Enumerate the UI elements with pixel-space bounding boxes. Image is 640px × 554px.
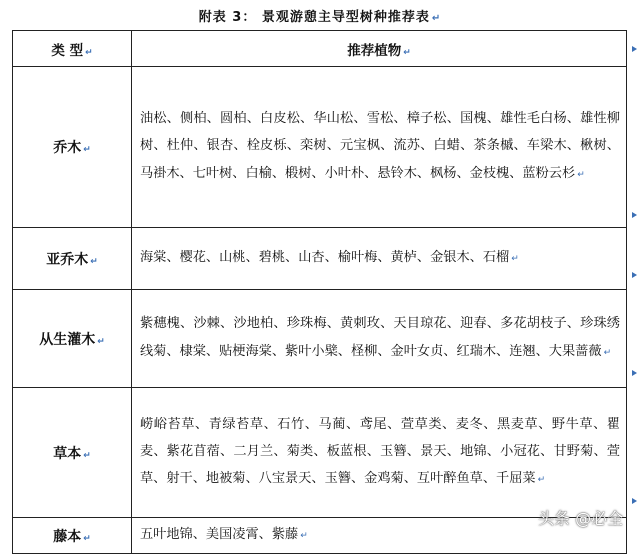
paragraph-mark-icon: ↵: [300, 531, 308, 541]
row-end-marker-icon: [632, 46, 637, 52]
plants-cell: [132, 290, 627, 388]
category-label: 草本: [53, 445, 82, 462]
plant-recommendation-table: [12, 30, 627, 554]
table-row: [13, 228, 627, 290]
plants-text: 五叶地锦、美国凌霄、紫藤: [140, 527, 299, 542]
paragraph-mark-icon: ↵: [83, 145, 91, 155]
paragraph-mark-icon: ↵: [97, 336, 105, 347]
category-label: 藤本: [53, 528, 82, 545]
plants-text: 紫穗槐、沙棘、沙地柏、珍珠梅、黄刺玫、天目琼花、迎春、多花胡枝子、珍珠绣线菊、棣棠、贴梗海棠、紫叶小檗、柽柳、金叶女贞、红瑞木、连翘、大果蔷薇: [140, 316, 620, 359]
paragraph-mark-icon: ↵: [603, 347, 612, 358]
row-end-marker-icon: [632, 370, 637, 376]
table-header-row: [13, 31, 627, 67]
table-title: [0, 6, 640, 25]
table-row: [13, 67, 627, 228]
category-label: 乔木: [53, 140, 82, 156]
table-row: [13, 290, 627, 388]
paragraph-mark-icon: ↵: [83, 450, 91, 461]
category-cell: [13, 388, 132, 518]
category-cell: [13, 290, 132, 388]
paragraph-mark-icon: ↵: [511, 253, 519, 264]
plants-text: 海棠、樱花、山桃、碧桃、山杏、榆叶梅、黄栌、金银木、石榴: [140, 249, 510, 265]
plants-text: 油松、侧柏、圆柏、白皮松、华山松、雪松、樟子松、国槐、雄性毛白杨、雄性柳树、杜仲、银杏、栓皮栎、栾树、元宝枫、流苏、白蜡、茶条槭、车梁木、楸树、马褂木、七叶树、白榆、椴树、小叶朴、悬铃木、枫杨、金枝槐、蓝粉云杉: [140, 111, 620, 181]
header-category-label: 类 型: [51, 42, 84, 59]
category-label: 从生灌木: [39, 331, 96, 348]
category-cell: [13, 67, 132, 228]
category-cell: [13, 228, 132, 290]
category-label: 亚乔木: [46, 251, 89, 268]
table-title-text: 附表 3： 景观游憩主导型树种推荐表: [198, 10, 430, 25]
paragraph-mark-icon: ↵: [577, 169, 585, 180]
table-row: [13, 388, 627, 518]
paragraph-mark-icon: ↵: [537, 475, 546, 486]
header-plants: [132, 31, 627, 67]
paragraph-mark-icon: ↵: [90, 256, 98, 267]
plants-text: 崂峪苔草、青绿苔草、石竹、马蔺、鸢尾、萱草类、麦冬、黑麦草、野牛草、瞿麦、紫花苜蓿、二月兰、菊类、板蓝根、玉簪、景天、地锦、小冠花、甘野菊、萱草、射干、地被菊、八宝景天、玉簪、金鸡菊、互叶醉鱼草、千屈菜: [140, 416, 620, 487]
row-end-marker-icon: [632, 212, 637, 218]
header-category: [13, 31, 132, 67]
paragraph-mark-icon: ↵: [83, 533, 91, 544]
plants-cell: [132, 228, 627, 290]
paragraph-mark-icon: ↵: [403, 47, 411, 58]
table-row: [13, 518, 627, 554]
row-end-marker-icon: [632, 272, 637, 278]
category-cell: [13, 518, 132, 554]
plants-cell: [132, 67, 627, 228]
row-end-marker-icon: [632, 498, 637, 504]
header-plants-label: 推荐植物: [347, 42, 402, 59]
watermark: 头条 @必全: [538, 509, 624, 528]
paragraph-mark-icon: ↵: [431, 13, 442, 24]
plants-cell: [132, 388, 627, 518]
paragraph-mark-icon: ↵: [85, 47, 93, 58]
